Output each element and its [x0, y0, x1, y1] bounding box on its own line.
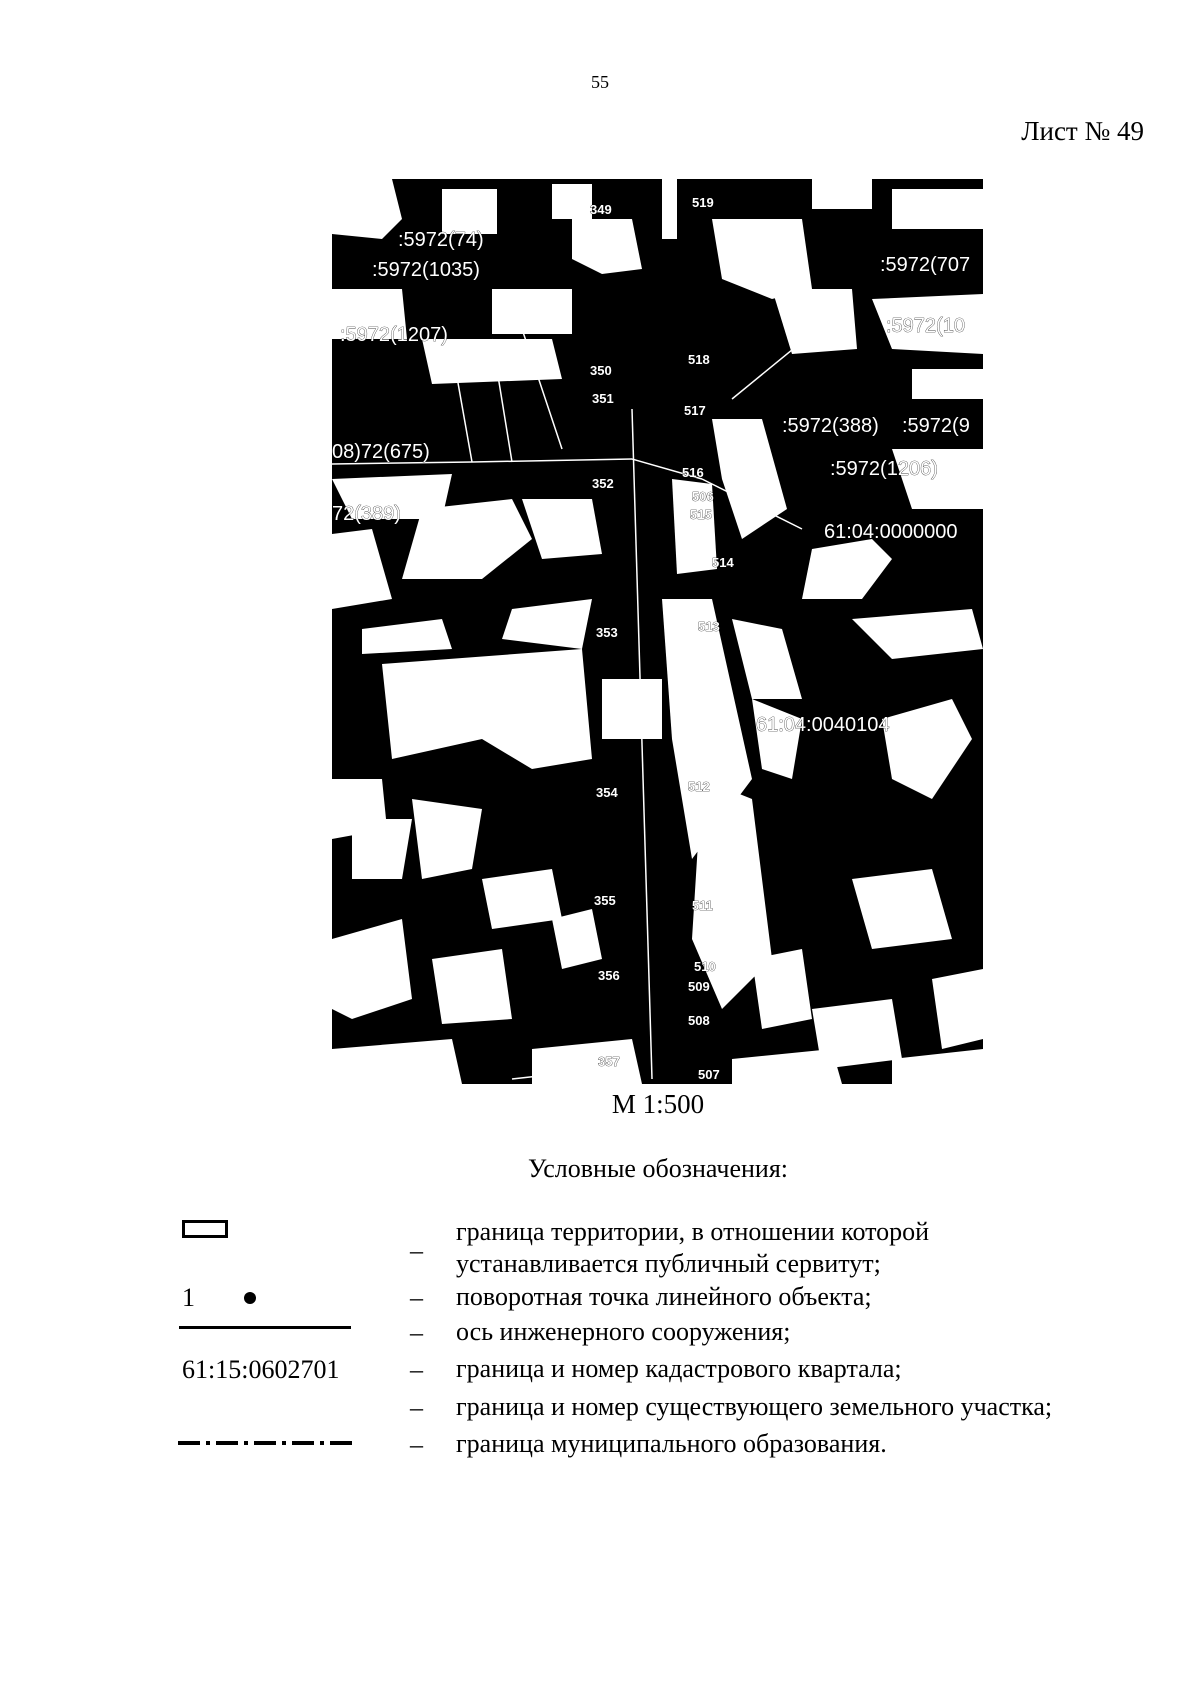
map-image: [332, 179, 983, 1084]
point-label: 509: [688, 979, 710, 994]
sheet-label: Лист № 49: [1021, 116, 1144, 146]
point-label: 512: [688, 779, 710, 794]
point-dot-icon: [244, 1292, 256, 1304]
point-label: 354: [596, 785, 618, 800]
page-number: 55: [591, 72, 609, 92]
map-svg: [332, 179, 983, 1084]
legend-dash: –: [410, 1355, 423, 1384]
point-label: 352: [592, 476, 614, 491]
legend-text-line: граница территории, в отношении которой: [456, 1217, 930, 1246]
rectangle-boundary-icon: [182, 1220, 228, 1238]
map-label: :5972(9: [902, 415, 970, 437]
map-label: :5972(74): [398, 229, 484, 251]
dash-dot-line-icon: [178, 1441, 353, 1445]
point-label: 506: [692, 489, 714, 504]
point-label: 514: [712, 555, 734, 570]
scale-label: М 1:500: [611, 1089, 705, 1119]
point-label: 507: [698, 1067, 720, 1082]
solid-line-icon: [179, 1326, 351, 1329]
legend-title: Условные обозначения:: [527, 1154, 789, 1183]
point-label: 516: [682, 465, 704, 480]
legend-dash: –: [410, 1283, 423, 1312]
legend-text: ось инженерного сооружения;: [456, 1317, 791, 1346]
map-label: :5972(1207): [340, 324, 448, 346]
point-label: 355: [594, 893, 616, 908]
map-label: 72(389): [332, 503, 401, 525]
map-label: :5972(1206): [830, 458, 938, 480]
point-label: 353: [596, 625, 618, 640]
legend-text: граница муниципального образования.: [456, 1429, 887, 1458]
legend-dash: –: [410, 1393, 423, 1422]
point-label: 356: [598, 968, 620, 983]
map-label: :5972(388): [782, 415, 879, 437]
point-number-label: 1: [182, 1283, 195, 1312]
point-label: 518: [688, 352, 710, 367]
legend-dash: –: [410, 1430, 423, 1459]
point-label: 350: [590, 363, 612, 378]
point-label: 349: [590, 202, 612, 217]
point-label: 357: [598, 1054, 620, 1069]
map-label: 08)72(675): [332, 441, 430, 463]
point-label: 515: [690, 507, 712, 522]
point-label: 513: [698, 619, 720, 634]
cadastral-number-sample: 61:15:0602701: [182, 1355, 340, 1384]
map-label: :5972(10: [886, 315, 965, 337]
legend-dash: –: [410, 1236, 423, 1265]
map-label: 61:04:0040104: [756, 714, 890, 736]
map-label: :5972(1035): [372, 259, 480, 281]
legend-text: граница и номер кадастрового квартала;: [456, 1354, 902, 1383]
point-label: 510: [694, 959, 716, 974]
legend-text: граница и номер существующего земельного участка;: [456, 1392, 1053, 1421]
point-label: 517: [684, 403, 706, 418]
map-label: 61:04:0000000: [824, 521, 958, 543]
legend-text: поворотная точка линейного объекта;: [456, 1282, 872, 1311]
legend-text-line: устанавливается публичный сервитут;: [456, 1249, 881, 1278]
point-label: 519: [692, 195, 714, 210]
legend-text: [456, 1216, 929, 1280]
point-label: 511: [692, 898, 713, 913]
map-label: :5972(707: [880, 254, 971, 276]
point-label: 508: [688, 1013, 710, 1028]
point-label: 351: [592, 391, 614, 406]
legend-dash: –: [410, 1318, 423, 1347]
